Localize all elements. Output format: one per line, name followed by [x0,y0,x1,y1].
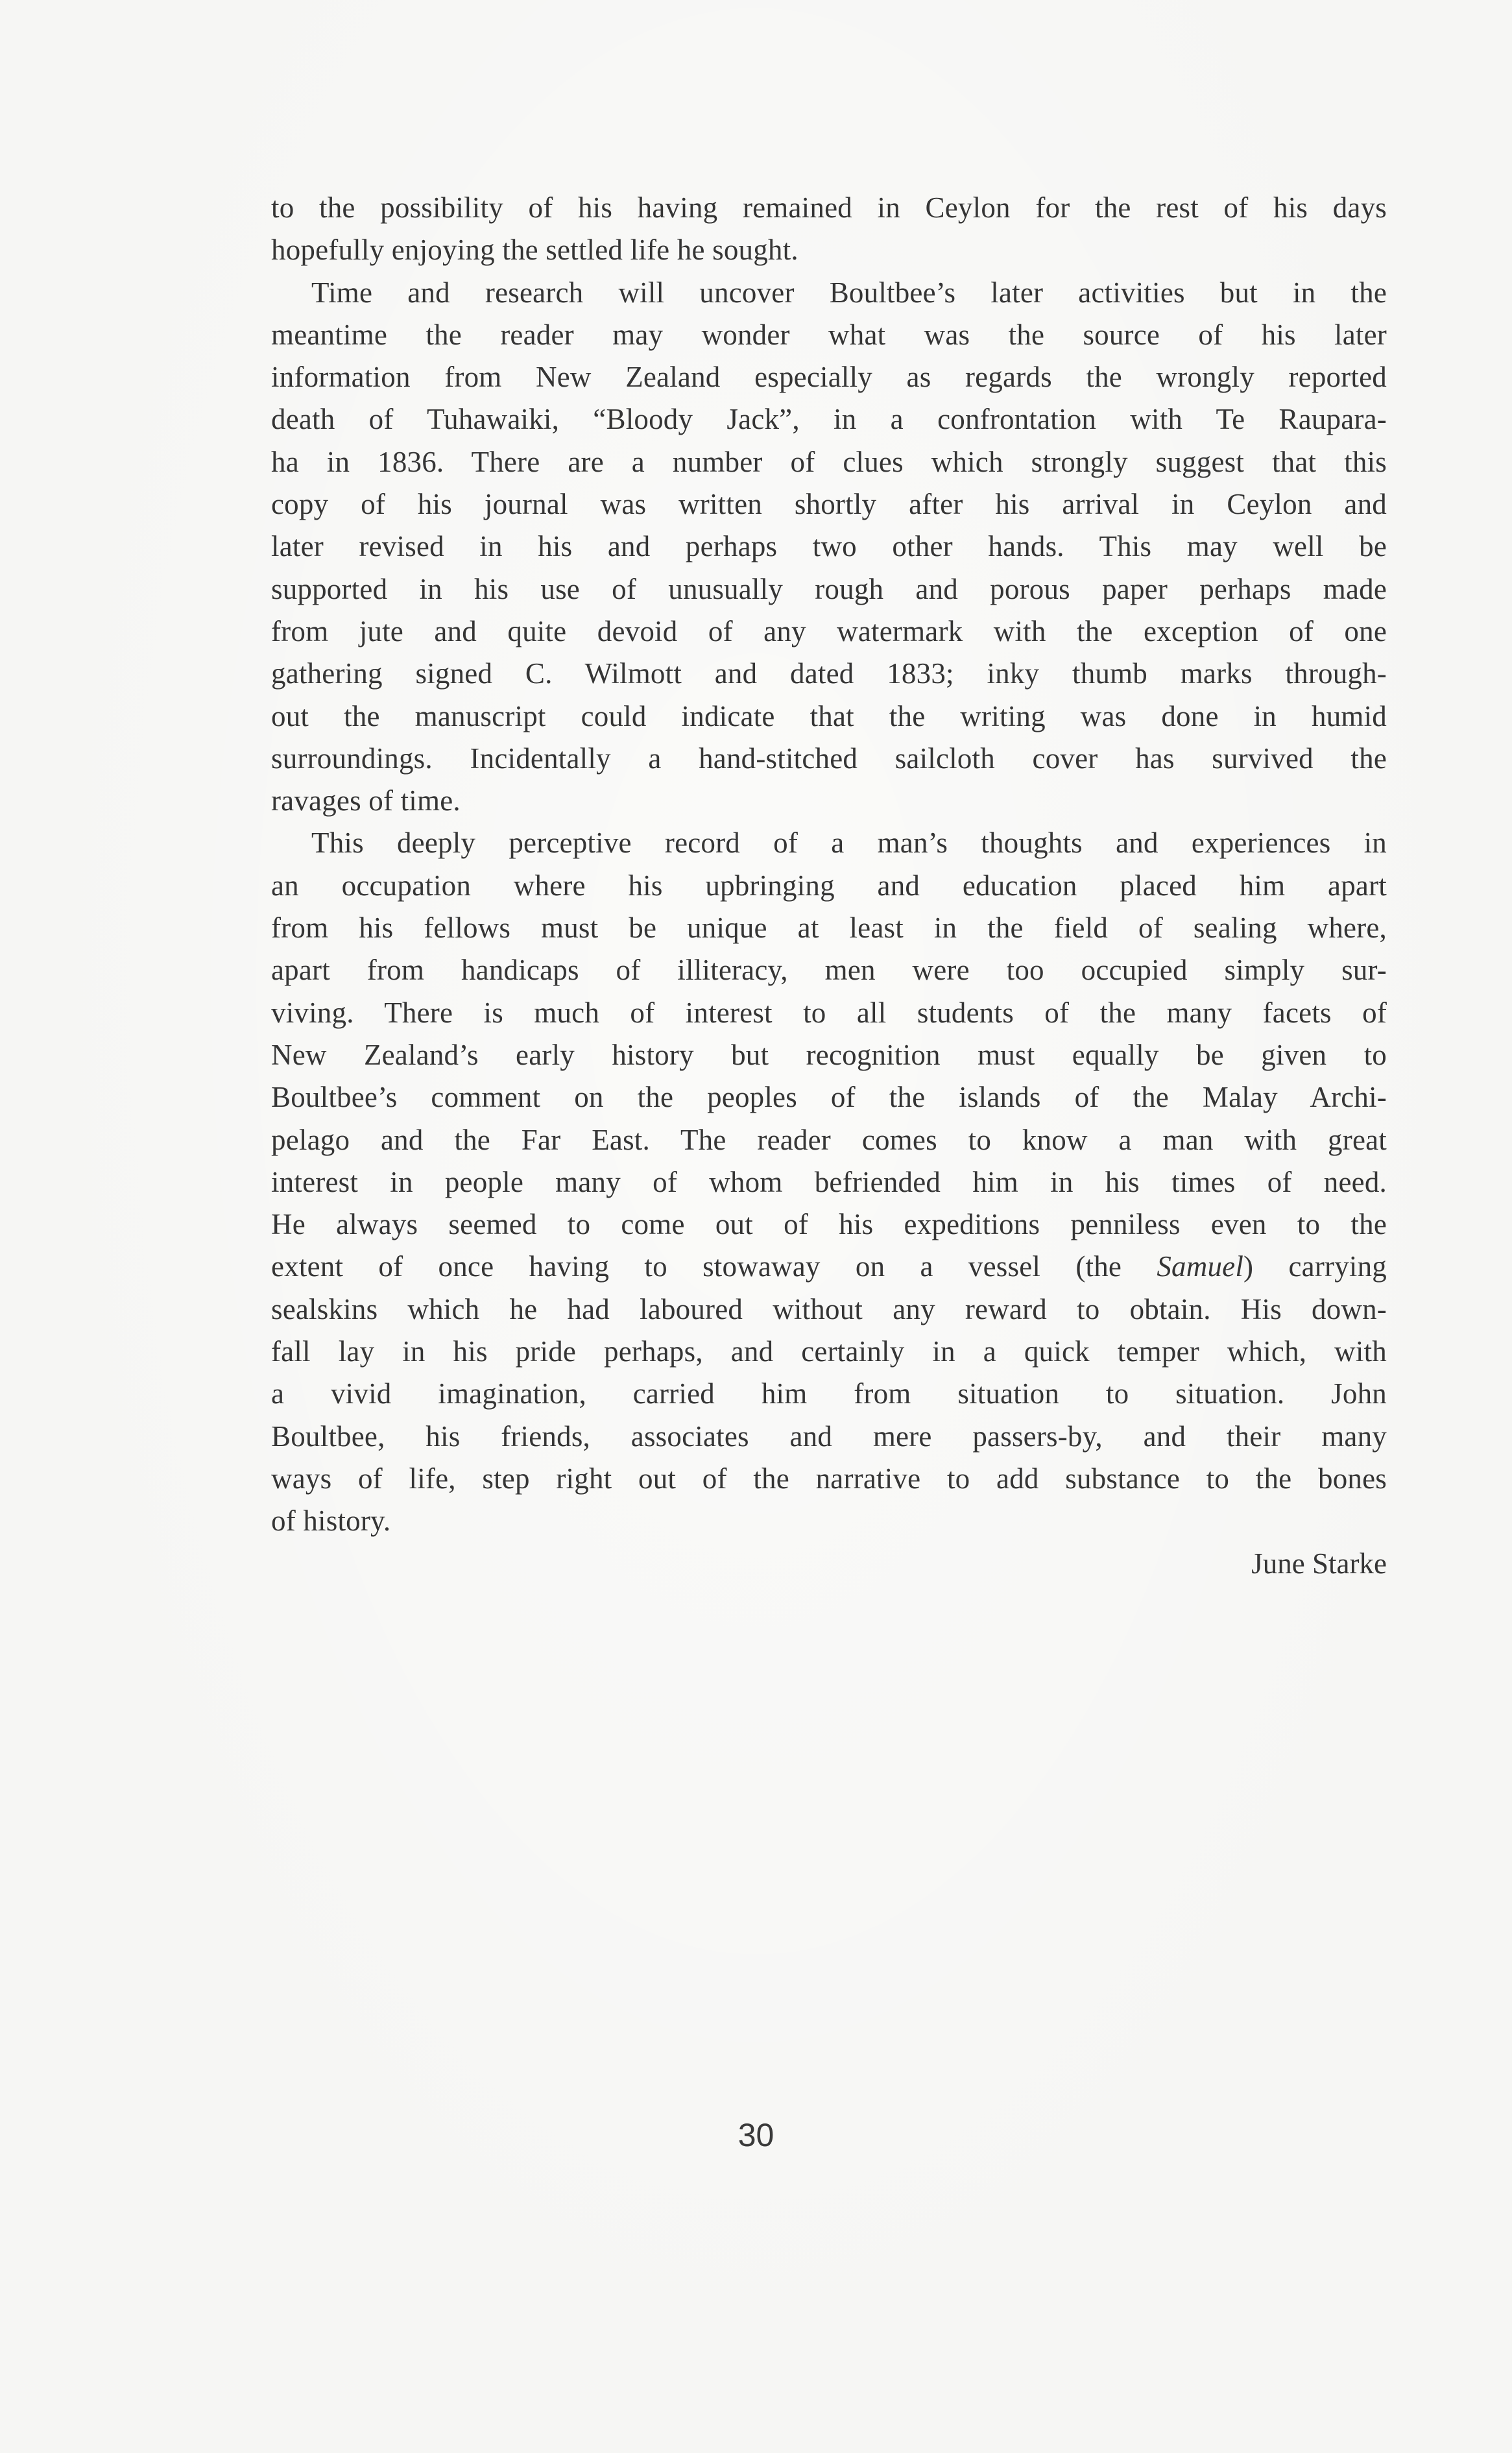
text-line: surroundings. Incidentally a hand-stitched sailcloth cover has survived the [271,742,1387,775]
text-line: ha in 1836. There are a number of clues which strongly suggest that this [271,445,1387,478]
text-line: sealskins which he had laboured without any reward to obtain. His down- [271,1292,1387,1325]
text-line: later revised in his and perhaps two other hands. This may well be [271,530,1387,563]
text-line: of history. [271,1504,391,1538]
text-line: pelago and the Far East. The reader comes to know a man with great [271,1123,1387,1156]
text-line: New Zealand’s early history but recognition must equally be given to [271,1038,1387,1071]
paragraph-1 [271,187,1387,272]
ship-name-italic: Samuel [1157,1250,1244,1283]
text-line: from his fellows must be unique at least in the field of sealing where, [271,912,1387,945]
text-line: hopefully enjoying the settled life he sought. [271,234,798,267]
body-text [271,187,1387,1585]
text-line: from jute and quite devoid of any watermark with the exception of one [271,614,1387,647]
paragraph-3 [271,822,1387,1542]
text-line: information from New Zealand especially as regards the wrongly reported [271,361,1387,394]
text-line: meantime the reader may wonder what was the source of his later [271,318,1387,351]
text-line: supported in his use of unusually rough and porous paper perhaps made [271,572,1387,605]
text-line: viving. There is much of interest to all students of the many facets of [271,996,1387,1029]
text-line: a vivid imagination, carried him from situation to situation. John [271,1377,1387,1410]
text-line: Time and research will uncover Boultbee’s later activities but in the [311,276,1387,309]
text-line-with-ship-name [271,1246,1387,1288]
text-line: He always seemed to come out of his expeditions penniless even to the [271,1208,1387,1241]
text-line: out the manuscript could indicate that the writing was done in humid [271,699,1387,732]
text-line: fall lay in his pride perhaps, and certainly in a quick temper which, with [271,1335,1387,1368]
text-line: an occupation where his upbringing and education placed him apart [271,869,1387,902]
text-line: interest in people many of whom befriended him in his times of need. [271,1165,1387,1198]
text-line: copy of his journal was written shortly after his arrival in Ceylon and [271,488,1387,521]
text-line: to the possibility of his having remained in Ceylon for the rest of his days [271,191,1387,224]
text-line: Boultbee, his friends, associates and mere passers-by, and their many [271,1420,1387,1453]
text-line: gathering signed C. Wilmott and dated 1833; inky thumb marks through- [271,657,1387,690]
text-line: ways of life, step right out of the narrative to add substance to the bones [271,1462,1387,1495]
paragraph-2 [271,272,1387,823]
text-fragment: ) carrying [1243,1250,1387,1283]
text-line: ravages of time. [271,784,461,817]
text-line: apart from handicaps of illiteracy, men were too occupied simply sur- [271,954,1387,987]
page-number: 30 [738,2117,774,2153]
author-signature: June Starke [1251,1547,1387,1580]
text-fragment: extent of once having to stowaway on a vessel (the [271,1250,1157,1283]
text-line: death of Tuhawaiki, “Bloody Jack”, in a confrontation with Te Raupara- [271,403,1387,436]
text-line: Boultbee’s comment on the peoples of the islands of the Malay Archi- [271,1081,1387,1114]
text-line: This deeply perceptive record of a man’s thoughts and experiences in [311,827,1387,860]
